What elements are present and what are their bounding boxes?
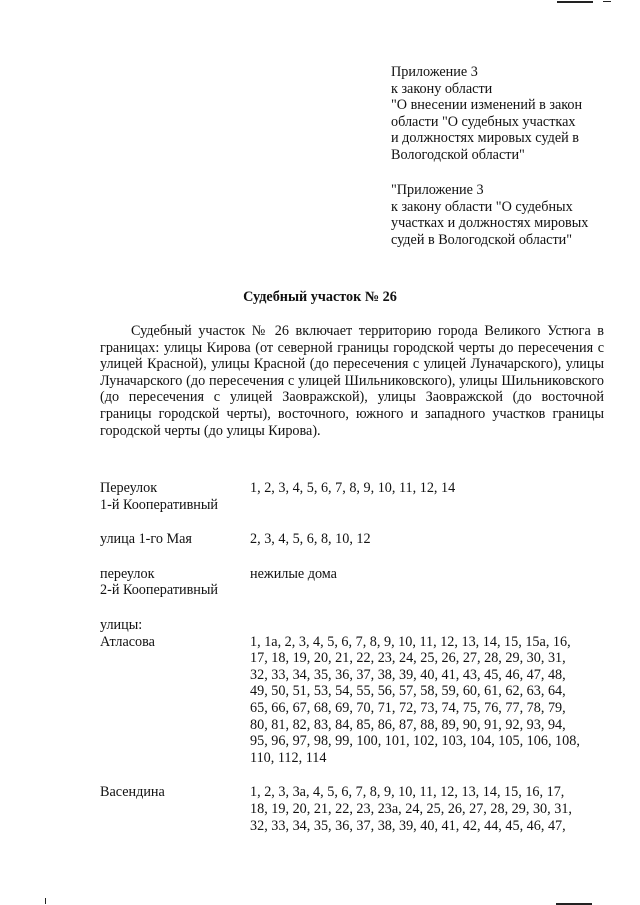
appendix-line: Приложение 3 bbox=[391, 64, 478, 80]
streets-group-label: улицы: bbox=[100, 616, 143, 633]
appendix-line: области "О судебных участках bbox=[391, 113, 576, 130]
appendix-quote bbox=[391, 182, 588, 248]
section-heading: Судебный участок № 26 bbox=[243, 289, 397, 305]
appendix-line: "О внесении изменений в закон bbox=[391, 97, 583, 114]
house-numbers: 1, 1а, 2, 3, 4, 5, 6, 7, 8, 9, 10, 11, 12, 13, 14, 15, 15а, 16, 17, 18, 19, 20, 21, 22, 23, 24, 25, 26, 27, 28, 29, 30, 31, 32, 33, 34, 35, 36, 37, 38, 39, 40, 41, 43, 45, 46, 47, 48, 49, 50, 51, 53, 54, 55, 56, 57, 58, 59, 60, 61, 62, 63, 64, 65, 66, 67, 68, 69, 70, 71, 72, 73, 74, 75, 76, 77, 78, 79, 80, 81, 82, 83, 84, 85, 86, 87, 88, 89, 90, 91, 92, 93, 94, 95, 96, 97, 98, 99, 100, 101, 102, 103, 104, 105, 106, 108, 110, 112, 114 bbox=[250, 633, 580, 766]
house-numbers: 1, 2, 3, 4, 5, 6, 7, 8, 9, 10, 11, 12, 14 bbox=[250, 480, 456, 496]
appendix-line: судей в Вологодской области" bbox=[391, 231, 573, 248]
scan-mark-top-small bbox=[603, 1, 611, 2]
street-name: Васендина bbox=[100, 784, 165, 801]
street-name: Атласова bbox=[100, 633, 155, 650]
list-item bbox=[100, 480, 610, 513]
list-item bbox=[100, 531, 610, 548]
appendix-line: "Приложение 3 bbox=[391, 182, 484, 198]
list-item bbox=[100, 634, 610, 767]
list-item bbox=[100, 566, 610, 599]
street-name: Переулок 1-й Кооперативный bbox=[100, 480, 219, 513]
house-numbers: 1, 2, 3, 3а, 4, 5, 6, 7, 8, 9, 10, 11, 12, 13, 14, 15, 16, 17, 18, 19, 20, 21, 22, 23, 23а, 24, 25, 26, 27, 28, 29, 30, 31, 32, 33, 34, 35, 36, 37, 38, 39, 40, 41, 42, 44, 45, 46, 47, bbox=[250, 784, 572, 834]
appendix-line: Вологодской области" bbox=[391, 146, 525, 163]
house-numbers: нежилые дома bbox=[250, 565, 337, 582]
list-item bbox=[100, 784, 610, 834]
address-list bbox=[100, 480, 610, 852]
appendix-line: и должностях мировых судей в bbox=[391, 130, 579, 147]
house-numbers: 2, 3, 4, 5, 6, 8, 10, 12 bbox=[250, 531, 371, 548]
street-name: переулок 2-й Кооперативный bbox=[100, 565, 219, 599]
appendix-line: участках и должностях мировых bbox=[391, 215, 589, 232]
scan-mark-top bbox=[557, 1, 593, 3]
appendix-line: к закону области "О судебных bbox=[391, 198, 573, 215]
street-name: улица 1-го Мая bbox=[100, 531, 192, 548]
appendix-header bbox=[391, 64, 582, 164]
appendix-line: к закону области bbox=[391, 80, 493, 97]
scan-mark-bottom-left bbox=[45, 898, 46, 904]
intro-paragraph: Судебный участок № 26 включает территорию города Великого Устюга в границах: улицы Кирова (от северной границы городской черты до пересечения с улицей Красной), улицы Красной (до пересечения с улицей Луначарского), улицы Луначарского (до пересечения с улицей Шильниковского), улицы Шильниковского (до пересечения с улицей Заовражской), улицы Заовражской (до восточной границы городской черты), восточного, южного и западного участков границы городской черты (до улицы Кирова). bbox=[100, 323, 604, 439]
